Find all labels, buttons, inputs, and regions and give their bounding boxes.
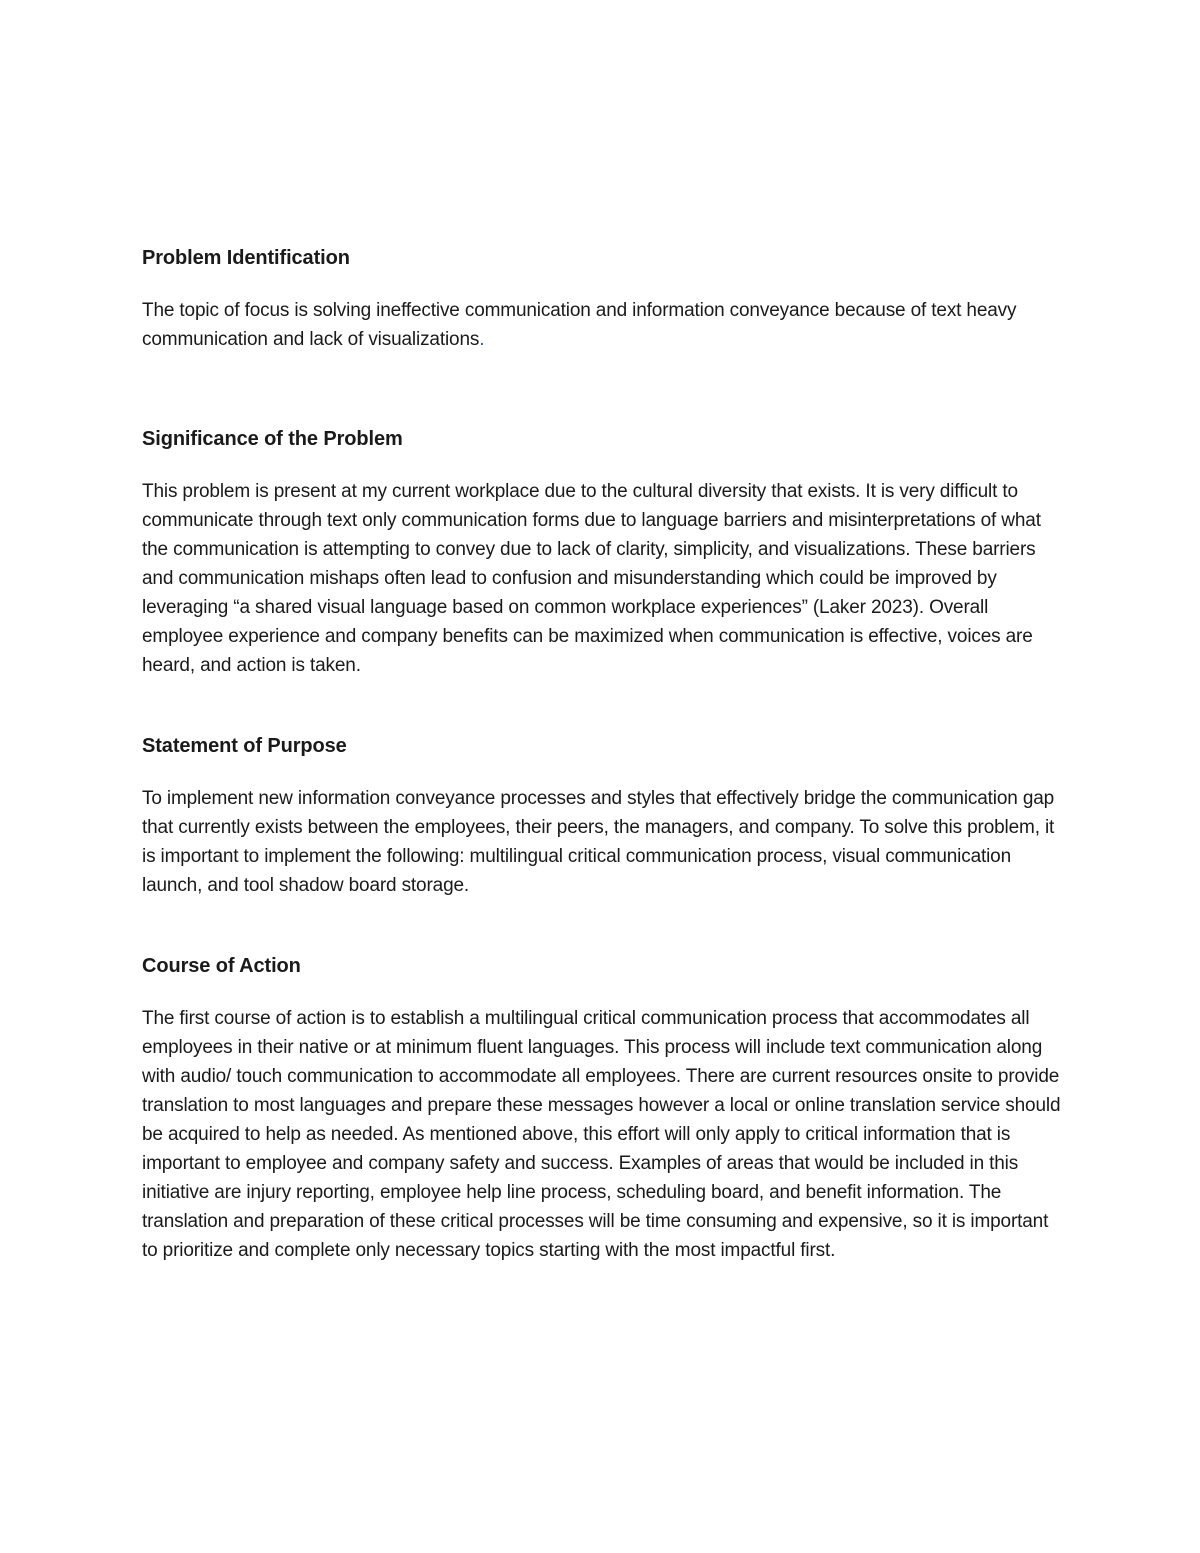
section-heading: Problem Identification (142, 247, 350, 269)
section-paragraph: This problem is present at my current workplace due to the cultural diversity that exists. It is very difficult to communicate through text only communication forms due to language barriers and misinterpretations of what the communication is attempting to convey due to lack of clarity, simplicity, and visualizations. These barriers and communication mishaps often lead to confusion and misunderstanding which could be improved by leveraging “a shared visual language based on common workplace experiences” (Laker 2023). Overall employee experience and company benefits can be maximized when communication is effective, voices are heard, and action is taken. (142, 481, 1041, 676)
section-heading: Course of Action (142, 955, 301, 977)
section-heading: Statement of Purpose (142, 735, 347, 757)
section-paragraph: To implement new information conveyance processes and styles that effectively bridge the communication gap that currently exists between the employees, their peers, the managers, and company. To solve this problem, it is important to implement the following: multilingual critical communication process, visual communication launch, and tool shadow board storage. (142, 788, 1055, 896)
section-problem-identification (142, 244, 1067, 354)
section-paragraph: The first course of action is to establish a multilingual critical communication process that accommodates all employees in their native or at minimum fluent languages. This process will include text communication along with audio/ touch communication to accommodate all employees. There are current resources onsite to provide translation to most languages and prepare these messages however a local or online translation service should be acquired to help as needed. As mentioned above, this effort will only apply to critical information that is important to employee and company safety and success. Examples of areas that would be included in this initiative are injury reporting, employee help line process, scheduling board, and benefit information. The translation and preparation of these critical processes will be time consuming and expensive, so it is important to prioritize and complete only necessary topics starting with the most impactful first. (142, 1008, 1061, 1261)
section-course-of-action (142, 952, 1067, 1265)
paragraph-end-punctuation: . (479, 329, 485, 350)
section-heading: Significance of the Problem (142, 428, 403, 450)
section-paragraph (142, 296, 1067, 354)
section-statement-of-purpose (142, 732, 1067, 900)
paragraph-text: The topic of focus is solving ineffective communication and information conveyance because of text heavy communication and lack of visualizations (142, 300, 1017, 350)
document-content (142, 244, 1067, 1265)
section-significance-of-the-problem (142, 425, 1067, 680)
